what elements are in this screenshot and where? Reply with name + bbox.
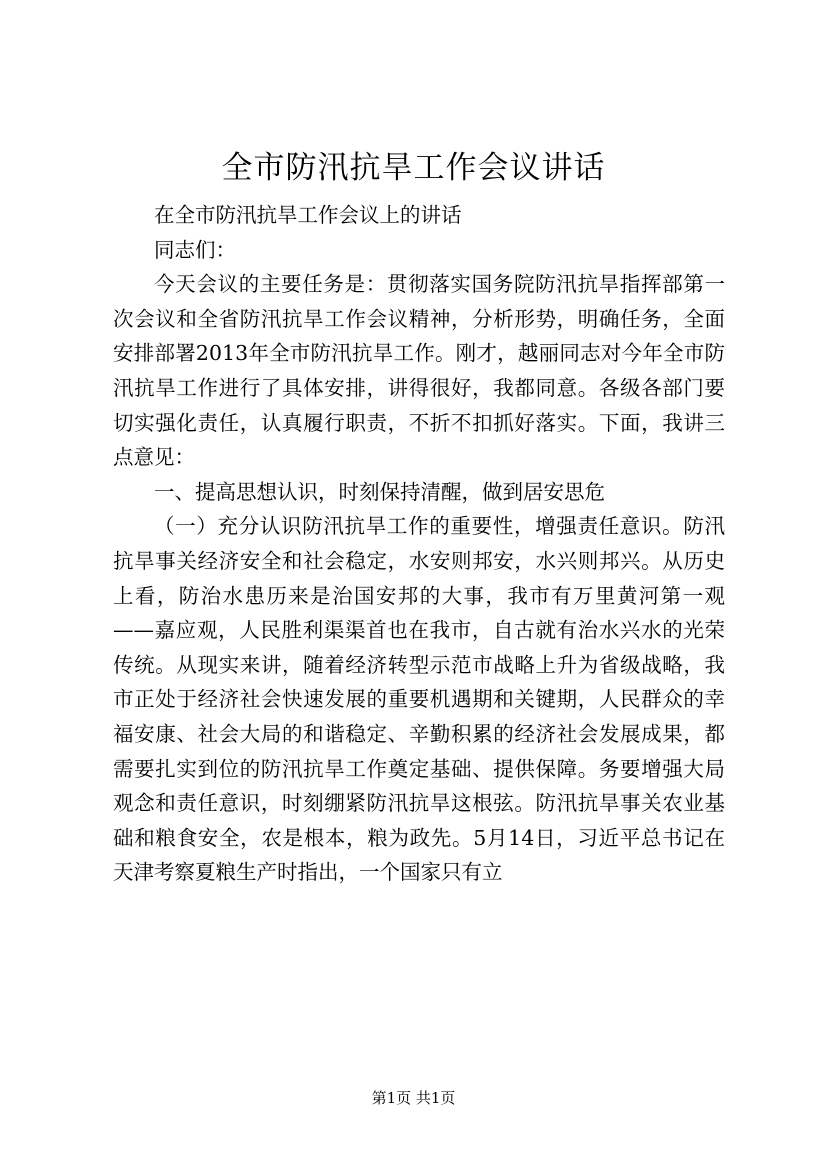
section-heading-1: 一、提高思想认识，时刻保持清醒，做到居安思危 bbox=[154, 479, 605, 504]
document-title: 全市防汛抗旱工作会议讲话 bbox=[221, 150, 606, 186]
page-number-footer: 第1页 共1页 bbox=[371, 1089, 456, 1107]
paragraph-intro: 今天会议的主要任务是：贯彻落实国务院防汛抗旱指挥部第一次会议和全省防汛抗旱工作会议精神，分析形势，明确任务，全面安排部署2013年全市防汛抗旱工作。刚才，越丽同志对今年全市防汛抗旱工作进行了具体安排，讲得很好，我都同意。各级各部门要切实强化责任，认真履行职责，不折不扣抓好落实。下面，我讲三点意见： bbox=[113, 272, 725, 470]
document-body bbox=[113, 198, 725, 890]
salutation: 同志们： bbox=[154, 237, 236, 262]
speech-subtitle: 在全市防汛抗旱工作会议上的讲话 bbox=[154, 203, 462, 227]
paragraph-subsection-1: （一）充分认识防汛抗旱工作的重要性，增强责任意识。防汛抗旱事关经济安全和社会稳定，水安则邦安，水兴则邦兴。从历史上看，防治水患历来是治国安邦的大事，我市有万里黄河第一观——嘉应观，人民胜利渠渠首也在我市，自古就有治水兴水的光荣传统。从现实来讲，随着经济转型示范市战略上升为省级战略，我市正处于经济社会快速发展的重要机遇期和关键期，人民群众的幸福安康、社会大局的和谐稳定、辛勤积累的经济社会发展成果，都需要扎实到位的防汛抗旱工作奠定基础、提供保障。务要增强大局观念和责任意识，时刻绷紧防汛抗旱这根弦。防汛抗旱事关农业基础和粮食安全，农是根本，粮为政先。5月14日，习近平总书记在天津考察夏粮生产时指出，一个国家只有立 bbox=[113, 514, 725, 885]
